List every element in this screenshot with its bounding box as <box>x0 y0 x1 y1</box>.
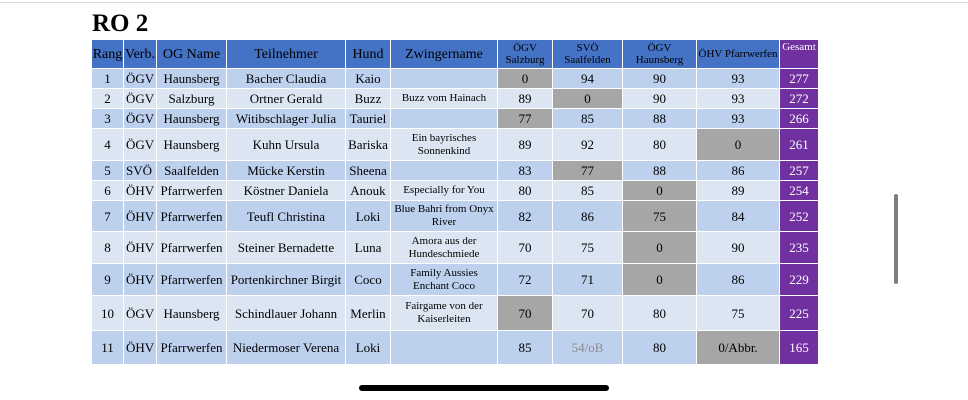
cell-score-3: 75 <box>623 201 697 232</box>
cell-og: Haunsberg <box>157 69 227 89</box>
cell-score-1: 70 <box>498 296 553 331</box>
cell-gesamt: 254 <box>780 181 818 201</box>
header-judge-3: ÖGV Haunsberg <box>623 40 697 69</box>
table-header-row <box>92 40 818 69</box>
cell-score-3: 0 <box>623 264 697 296</box>
cell-rang: 2 <box>92 89 124 109</box>
cell-zwinger: Ein bayrisches Sonnenkind <box>391 129 498 161</box>
page-title: RO 2 <box>92 10 149 37</box>
cell-teilnehmer: Ortner Gerald <box>227 89 346 109</box>
cell-gesamt: 229 <box>780 264 818 296</box>
cell-hund: Loki <box>346 331 391 365</box>
cell-score-1: 72 <box>498 264 553 296</box>
cell-score-4: 86 <box>697 264 780 296</box>
cell-score-2: 85 <box>553 181 623 201</box>
cell-rang: 3 <box>92 109 124 129</box>
cell-score-3: 88 <box>623 109 697 129</box>
cell-score-2: 70 <box>553 296 623 331</box>
top-divider <box>0 2 968 3</box>
cell-score-3: 80 <box>623 331 697 365</box>
results-table <box>92 40 818 365</box>
cell-gesamt: 277 <box>780 69 818 89</box>
header-gesamt: Gesamt <box>780 40 818 69</box>
cell-score-4: 84 <box>697 201 780 232</box>
cell-score-4: 93 <box>697 69 780 89</box>
cell-verb: ÖHV <box>124 201 157 232</box>
cell-teilnehmer: Bacher Claudia <box>227 69 346 89</box>
cell-verb: ÖGV <box>124 296 157 331</box>
cell-og: Salzburg <box>157 89 227 109</box>
cell-score-1: 70 <box>498 232 553 264</box>
table-row <box>92 89 818 109</box>
cell-gesamt: 266 <box>780 109 818 129</box>
header-og-name: OG Name <box>157 40 227 69</box>
table-row <box>92 331 818 365</box>
cell-hund: Kaio <box>346 69 391 89</box>
header-judge-1: ÖGV Salzburg <box>498 40 553 69</box>
cell-score-3: 0 <box>623 181 697 201</box>
cell-og: Haunsberg <box>157 296 227 331</box>
cell-hund: Sheena <box>346 161 391 181</box>
cell-score-2: 75 <box>553 232 623 264</box>
cell-zwinger <box>391 331 498 365</box>
cell-score-4: 89 <box>697 181 780 201</box>
cell-zwinger: Amora aus der Hundeschmiede <box>391 232 498 264</box>
header-zwingername: Zwingername <box>391 40 498 69</box>
table-row <box>92 109 818 129</box>
cell-zwinger: Fairgame von der Kaiserleiten <box>391 296 498 331</box>
cell-score-3: 80 <box>623 129 697 161</box>
cell-score-2: 92 <box>553 129 623 161</box>
cell-gesamt: 272 <box>780 89 818 109</box>
table-row <box>92 69 818 89</box>
header-verb: Verb. <box>124 40 157 69</box>
header-teilnehmer: Teilnehmer <box>227 40 346 69</box>
table-row <box>92 296 818 331</box>
cell-rang: 8 <box>92 232 124 264</box>
cell-hund: Bariska <box>346 129 391 161</box>
cell-zwinger <box>391 69 498 89</box>
cell-verb: ÖGV <box>124 109 157 129</box>
cell-verb: ÖHV <box>124 264 157 296</box>
cell-teilnehmer: Schindlauer Johann <box>227 296 346 331</box>
cell-score-1: 89 <box>498 129 553 161</box>
cell-og: Haunsberg <box>157 109 227 129</box>
cell-verb: ÖGV <box>124 129 157 161</box>
cell-zwinger <box>391 109 498 129</box>
cell-score-3: 80 <box>623 296 697 331</box>
cell-score-1: 83 <box>498 161 553 181</box>
cell-gesamt: 235 <box>780 232 818 264</box>
cell-verb: ÖHV <box>124 331 157 365</box>
cell-score-1: 89 <box>498 89 553 109</box>
cell-score-2: 86 <box>553 201 623 232</box>
cell-score-2: 0 <box>553 89 623 109</box>
cell-score-4: 0/Abbr. <box>697 331 780 365</box>
cell-score-1: 77 <box>498 109 553 129</box>
table-row <box>92 161 818 181</box>
cell-gesamt: 165 <box>780 331 818 365</box>
cell-rang: 7 <box>92 201 124 232</box>
cell-zwinger <box>391 161 498 181</box>
cell-score-4: 75 <box>697 296 780 331</box>
cell-score-2: 71 <box>553 264 623 296</box>
cell-og: Pfarrwerfen <box>157 181 227 201</box>
cell-score-2: 77 <box>553 161 623 181</box>
cell-zwinger: Buzz vom Hainach <box>391 89 498 109</box>
cell-gesamt: 257 <box>780 161 818 181</box>
home-indicator[interactable] <box>359 385 609 391</box>
cell-rang: 1 <box>92 69 124 89</box>
cell-verb: ÖGV <box>124 69 157 89</box>
cell-zwinger: Especially for You <box>391 181 498 201</box>
cell-score-1: 82 <box>498 201 553 232</box>
header-hund: Hund <box>346 40 391 69</box>
cell-teilnehmer: Teufl Christina <box>227 201 346 232</box>
cell-hund: Tauriel <box>346 109 391 129</box>
cell-score-3: 90 <box>623 69 697 89</box>
cell-og: Pfarrwerfen <box>157 264 227 296</box>
cell-zwinger: Blue Bahri from Onyx River <box>391 201 498 232</box>
cell-rang: 10 <box>92 296 124 331</box>
cell-hund: Buzz <box>346 89 391 109</box>
header-rang: Rang <box>92 40 124 69</box>
table-row <box>92 232 818 264</box>
cell-rang: 6 <box>92 181 124 201</box>
cell-og: Pfarrwerfen <box>157 331 227 365</box>
cell-hund: Luna <box>346 232 391 264</box>
cell-verb: SVÖ <box>124 161 157 181</box>
cell-teilnehmer: Kuhn Ursula <box>227 129 346 161</box>
cell-score-2: 94 <box>553 69 623 89</box>
cell-score-2: 85 <box>553 109 623 129</box>
cell-rang: 11 <box>92 331 124 365</box>
cell-score-4: 0 <box>697 129 780 161</box>
cell-gesamt: 225 <box>780 296 818 331</box>
cell-rang: 4 <box>92 129 124 161</box>
cell-hund: Merlin <box>346 296 391 331</box>
cell-teilnehmer: Köstner Daniela <box>227 181 346 201</box>
cell-gesamt: 261 <box>780 129 818 161</box>
cell-score-4: 86 <box>697 161 780 181</box>
cell-verb: ÖHV <box>124 181 157 201</box>
cell-score-1: 80 <box>498 181 553 201</box>
cell-score-4: 90 <box>697 232 780 264</box>
cell-zwinger: Family Aussies Enchant Coco <box>391 264 498 296</box>
table-row <box>92 264 818 296</box>
cell-score-3: 0 <box>623 232 697 264</box>
cell-score-2: 54/oB <box>553 331 623 365</box>
cell-teilnehmer: Niedermoser Verena <box>227 331 346 365</box>
cell-hund: Coco <box>346 264 391 296</box>
cell-score-3: 90 <box>623 89 697 109</box>
cell-score-4: 93 <box>697 89 780 109</box>
cell-hund: Anouk <box>346 181 391 201</box>
cell-og: Pfarrwerfen <box>157 232 227 264</box>
table-row <box>92 201 818 232</box>
table-row <box>92 129 818 161</box>
cell-og: Pfarrwerfen <box>157 201 227 232</box>
cell-rang: 5 <box>92 161 124 181</box>
cell-score-1: 85 <box>498 331 553 365</box>
cell-score-1: 0 <box>498 69 553 89</box>
cell-verb: ÖHV <box>124 232 157 264</box>
cell-teilnehmer: Witibschlager Julia <box>227 109 346 129</box>
header-judge-4: ÖHV Pfarrwerfen <box>697 40 780 69</box>
cell-og: Haunsberg <box>157 129 227 161</box>
vertical-scrollbar[interactable] <box>894 194 898 284</box>
cell-score-4: 93 <box>697 109 780 129</box>
header-judge-2: SVÖ Saalfelden <box>553 40 623 69</box>
cell-og: Saalfelden <box>157 161 227 181</box>
cell-teilnehmer: Mücke Kerstin <box>227 161 346 181</box>
cell-score-3: 88 <box>623 161 697 181</box>
cell-gesamt: 252 <box>780 201 818 232</box>
cell-teilnehmer: Portenkirchner Birgit <box>227 264 346 296</box>
table-row <box>92 181 818 201</box>
cell-verb: ÖGV <box>124 89 157 109</box>
cell-rang: 9 <box>92 264 124 296</box>
cell-hund: Loki <box>346 201 391 232</box>
cell-teilnehmer: Steiner Bernadette <box>227 232 346 264</box>
